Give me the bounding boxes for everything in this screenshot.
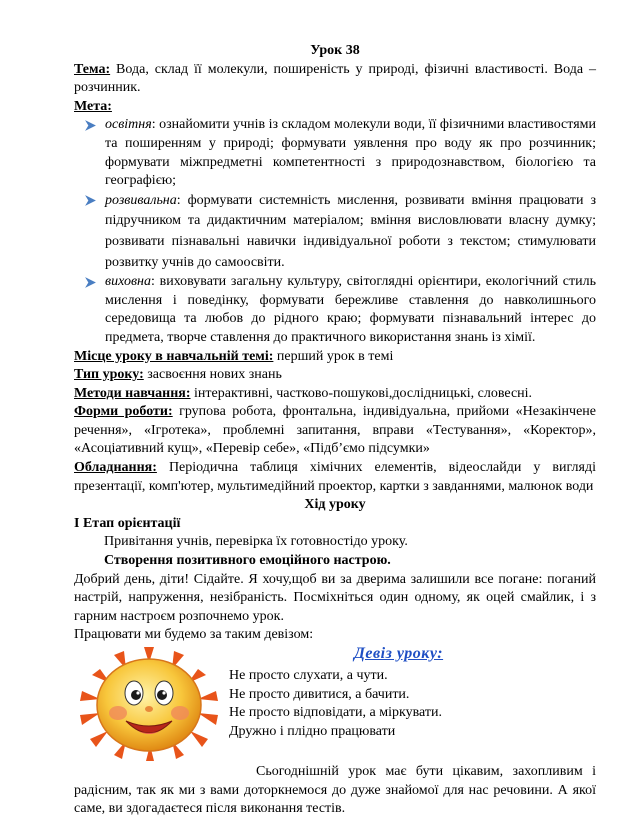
methods-paragraph: [74, 385, 596, 404]
smiley-sun-image: [74, 645, 224, 763]
forms-paragraph: [74, 403, 596, 459]
motto-intro: Працювати ми будемо за таким девізом:: [74, 627, 314, 643]
goal-label: Мета:: [74, 98, 112, 114]
motto-line: Не просто відповідати, а міркувати.: [229, 705, 442, 721]
forms-label: Форми роботи:: [74, 404, 173, 420]
type-label: Тип уроку:: [74, 367, 144, 383]
lesson-title: Урок 38: [310, 43, 360, 58]
mood-heading: Створення позитивного емоційного настрою.: [104, 553, 391, 569]
equipment-paragraph: [74, 459, 596, 496]
methods-label: Методи навчання:: [74, 385, 191, 401]
goal-item-education: [74, 116, 596, 190]
goal-item-label: освітня: [105, 117, 152, 133]
motto-title: Девіз уроку:: [354, 645, 444, 662]
lesson-page: [74, 42, 596, 819]
equipment-text: Періодична таблиця хімічних елементів, відеослайди у вигляді презентації, комп'ютер, мультимедійний проектор, картки з завданнями, малюнок води: [74, 460, 596, 494]
motto-line: Не просто дивитися, а бачити.: [229, 686, 410, 702]
mood-text: Добрий день, діти! Сідайте. Я хочу,щоб ви за дверима залишили все погане: поганий настрій, напруження, незібраність. Посміхніться один одному, як оцей смайлик, і з гарним настроєм розпочнемо урок.: [74, 571, 596, 624]
closing-text: Сьогоднішній урок має бути цікавим, захопливим і радісним, так як ми з вами доторкнемося до дуже знайомої для нас речовини. А якої саме, ви здогадаєтеся після виконання тестів.: [74, 764, 596, 817]
forms-text: групова робота, фронтальна, індивідуальна, прийоми «Незакінчене речення», «Ігротека», проблемні запитання, вправи «Тестування», «Коректор», «Асоціативний кущ», «Перевір себе», «Підбʼємо підсумки»: [74, 404, 596, 457]
motto-block: [74, 645, 596, 763]
motto-line: Не просто слухати, а чути.: [229, 668, 388, 683]
course-title: Хід уроку: [304, 497, 366, 513]
place-paragraph: [74, 348, 596, 367]
type-paragraph: [74, 366, 596, 385]
goal-item-text: : виховувати загальну культуру, світоглядні орієнтири, екологічний стиль мислення і поведінку, формувати бережливе ставлення до навколишнього середовища та любов до рідного краю; формувати пізнавальний інтерес до предмета, творче ставлення до практичного використання знань із хімії.: [105, 274, 596, 345]
motto-line: Дружно і плідно працювати: [229, 723, 396, 739]
type-text: засвоєння нових знань: [143, 367, 282, 383]
place-text: перший урок в темі: [273, 348, 394, 364]
goal-item-upbringing: [74, 273, 596, 347]
topic-label: Тема:: [74, 61, 111, 77]
goal-item-development: [74, 191, 596, 273]
arrow-bullet-icon: [84, 194, 97, 207]
topic-text: Вода, склад її молекули, поширеність у природі, фізичні властивості. Вода – розчинник.: [74, 61, 596, 96]
arrow-bullet-icon: [84, 119, 97, 132]
stage-heading: І Етап орієнтації: [74, 515, 181, 531]
goal-item-label: виховна: [105, 274, 151, 290]
goal-item-label: розвивальна: [105, 192, 177, 208]
topic-paragraph: [74, 61, 596, 98]
arrow-bullet-icon: [84, 276, 97, 289]
place-label: Місце уроку в навчальній темі:: [74, 348, 274, 364]
methods-text: інтерактивні, частково-пошукові,дослідницькі, словесні.: [190, 385, 533, 401]
motto-lines: [229, 667, 442, 741]
goal-item-text: : ознайомити учнів із складом молекули води, її фізичними властивостями та поширенням у природі; формувати уявлення про воду як про розчинник; формувати міжпредметні компетентності з природознавством, біологією та географією;: [105, 117, 596, 189]
greeting-text: Привітання учнів, перевірка їх готовностідо уроку.: [104, 534, 408, 550]
equipment-label: Обладнання:: [74, 460, 157, 476]
goal-item-text: : формувати системність мислення, розвивати вміння працювати з підручником та дидактичним матеріалом; вміння висловлювати власну думку; розвивати пізнавальні навички індивідуальної роботи з текстом; стимулювати розвитку учнів до самоосвіти.: [105, 192, 596, 270]
